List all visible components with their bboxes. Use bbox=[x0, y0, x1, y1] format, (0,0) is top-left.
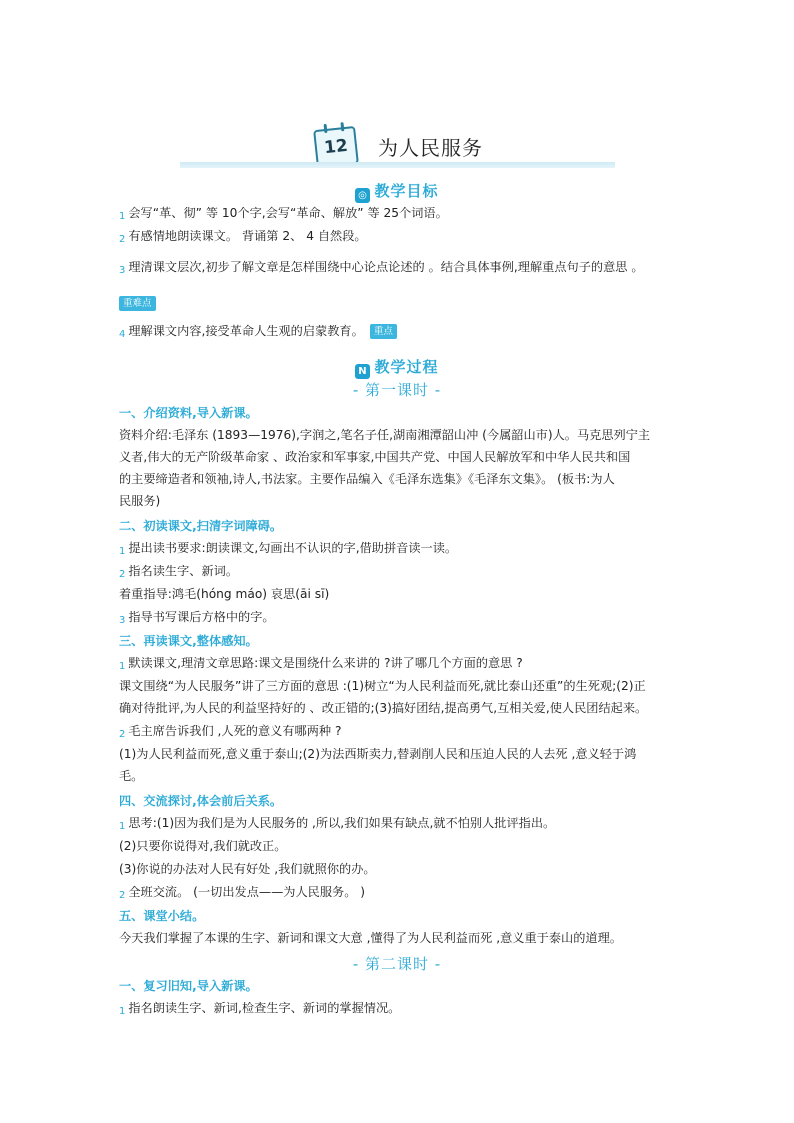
step-3-line-b2: 毛。 bbox=[119, 769, 144, 783]
step-4-line-2: (3)你说的办法对人民有好处 ,我们就照你的办。 bbox=[119, 862, 376, 876]
pencil-n-icon: N bbox=[355, 364, 370, 379]
step-4-item-2 bbox=[119, 883, 679, 905]
item-text: 思考:(1)因为我们是为人民服务的 ,所以,我们如果有缺点,就不怕别人批评指出。 bbox=[128, 816, 556, 830]
process-heading-text: 教学过程 bbox=[374, 358, 439, 376]
goal-item-3 bbox=[119, 258, 679, 280]
period-2-item-1 bbox=[119, 999, 679, 1021]
item-number: 2 bbox=[119, 890, 126, 901]
step-3-line-b1: (1)为人民利益而死,意义重于泰山;(2)为法西斯卖力,替剥削人民和压迫人民的人去死 ,意义轻于鸿 bbox=[119, 747, 637, 761]
goal-item-4 bbox=[119, 322, 679, 344]
item-number: 1 bbox=[119, 661, 126, 672]
step-4-heading: 四、交流探讨,体会前后关系。 bbox=[119, 794, 283, 808]
lesson-number: 12 bbox=[323, 135, 349, 159]
step-2-item-1 bbox=[119, 539, 679, 561]
item-number: 1 bbox=[119, 1006, 126, 1017]
target-icon: ◎ bbox=[355, 188, 370, 203]
process-heading bbox=[0, 356, 794, 379]
item-text: 指名读生字、新词。 bbox=[128, 564, 239, 578]
item-number: 4 bbox=[119, 329, 126, 340]
item-text: 提出读书要求:朗读课文,勾画出不认识的字,借助拼音读一读。 bbox=[128, 541, 458, 555]
step-2-item-3 bbox=[119, 608, 679, 630]
step-4-line-1: (2)只要你说得对,我们就改正。 bbox=[119, 839, 287, 853]
step-2-heading: 二、初读课文,扫清字词障碍。 bbox=[119, 519, 283, 533]
item-text: 毛主席告诉我们 ,人死的意义有哪两种 ? bbox=[128, 724, 342, 738]
step-5-heading: 五、课堂小结。 bbox=[119, 909, 205, 923]
step-4-item-1 bbox=[119, 814, 679, 836]
item-text: 有感情地朗读课文。 背诵第 2、 4 自然段。 bbox=[128, 229, 367, 243]
step-1-heading: 一、介绍资料,导入新课。 bbox=[119, 406, 258, 420]
item-number: 2 bbox=[119, 234, 126, 245]
lesson-header bbox=[180, 124, 615, 172]
item-text: 指名朗读生字、新词,检查生字、新词的掌握情况。 bbox=[128, 1001, 401, 1015]
goals-heading bbox=[0, 180, 794, 203]
step-3-item-1 bbox=[119, 654, 679, 676]
item-text: 会写“革、彻” 等 10个字,会写“革命、解放” 等 25个词语。 bbox=[128, 206, 448, 220]
step-1-line-1: 资料介绍:毛泽东 (1893—1976),字润之,笔名子任,湖南湘潭韶山冲 (今属韶山市)人。马克思列宁主 bbox=[119, 428, 651, 442]
item-number: 3 bbox=[119, 265, 126, 276]
item-number: 1 bbox=[119, 211, 126, 222]
key-point-tag: 重点 bbox=[370, 324, 397, 339]
step-5-line: 今天我们掌握了本课的生字、新词和课文大意 ,懂得了为人民利益而死 ,意义重于泰山的道理。 bbox=[119, 931, 622, 945]
step-2-guidance: 着重指导:鸿毛(hóng máo) 哀思(āi sī) bbox=[119, 587, 330, 601]
header-rule bbox=[180, 162, 615, 168]
period-2-heading: - 第二课时 - bbox=[352, 955, 442, 973]
step-2-item-2 bbox=[119, 562, 679, 584]
item-text: 全班交流。 (一切出发点——为人民服务。 ) bbox=[128, 885, 366, 899]
difficulty-tag: 重难点 bbox=[119, 296, 156, 311]
step-1-line-4: 民服务) bbox=[119, 494, 161, 508]
step-1-line-2: 义者,伟大的无产阶级革命家 、政治家和军事家,中国共产党、中国人民解放军和中华人民共和国 bbox=[119, 450, 631, 464]
period-2-step-1-heading: 一、复习旧知,导入新课。 bbox=[119, 979, 258, 993]
item-text: 默读课文,理清文章思路:课文是围绕什么来讲的 ?讲了哪几个方面的意思 ? bbox=[128, 656, 523, 670]
step-3-line-a1: 课文围绕“为人民服务”讲了三方面的意思 :(1)树立“为人民利益而死,就比泰山还重”的生死观;(2)正 bbox=[119, 679, 646, 693]
step-3-heading: 三、再读课文,整体感知。 bbox=[119, 634, 258, 648]
step-3-line-a2: 确对待批评,为人民的利益坚持好的 、改正错的;(3)搞好团结,提高勇气,互相关爱,使人民团结起来。 bbox=[119, 701, 648, 715]
item-text: 理解课文内容,接受革命人生观的启蒙教育。 bbox=[128, 324, 364, 338]
item-text: 理清课文层次,初步了解文章是怎样围绕中心论点论述的 。结合具体事例,理解重点句子的意思 。 bbox=[128, 260, 644, 274]
item-number: 1 bbox=[119, 546, 126, 557]
step-1-line-3: 的主要缔造者和领袖,诗人,书法家。主要作品编入《毛泽东选集》《毛泽东文集》。 (板书:为人 bbox=[119, 472, 615, 486]
item-text: 指导书写课后方格中的字。 bbox=[128, 610, 275, 624]
item-number: 2 bbox=[119, 729, 126, 740]
goals-heading-text: 教学目标 bbox=[374, 182, 439, 200]
item-number: 1 bbox=[119, 821, 126, 832]
lesson-title: 为人民服务 bbox=[378, 136, 483, 160]
goal-item-2 bbox=[119, 227, 679, 249]
item-number: 3 bbox=[119, 615, 126, 626]
period-1-heading: - 第一课时 - bbox=[352, 381, 442, 399]
item-number: 2 bbox=[119, 569, 126, 580]
goal-item-1 bbox=[119, 204, 679, 226]
step-3-item-2 bbox=[119, 722, 679, 744]
